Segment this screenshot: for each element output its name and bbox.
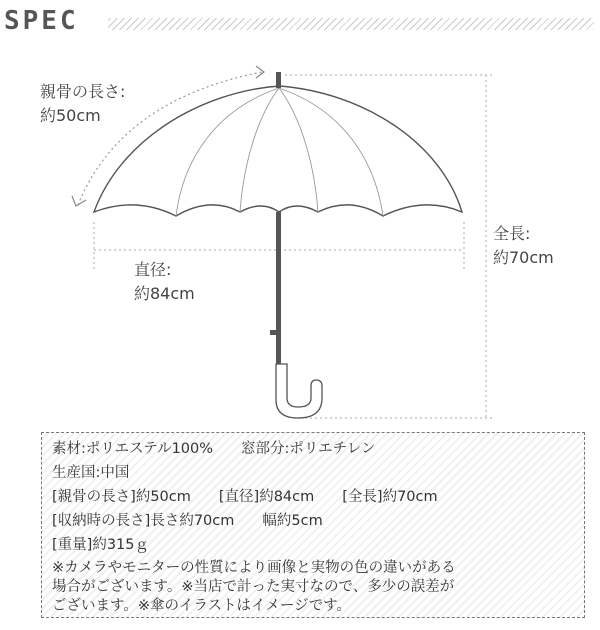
canopy-outline: [94, 86, 462, 216]
diameter-label: [134, 258, 195, 306]
spec-window-material: 窓部分:ポリエチレン: [241, 441, 376, 457]
spec-material: 素材:ポリエステル100%: [52, 441, 214, 457]
rib-length-title: 親骨の長さ:: [40, 82, 126, 101]
spec-note-line: ※カメラやモニターの性質により画像と実物の色の違いがある: [52, 560, 456, 576]
spec-note-line: 場合がございます。※当店で計った実寸なので、多少の誤差が: [52, 579, 455, 595]
spec-rib-length: [親骨の長さ]約50cm: [52, 489, 191, 505]
rib-length-label: [40, 80, 125, 128]
umbrella-handle: [276, 364, 322, 418]
spec-diameter: [直径]約84cm: [218, 489, 315, 505]
spec-total-length: [全長]約70cm: [342, 489, 438, 505]
spec-weight: [重量]約315ｇ: [52, 537, 149, 553]
diameter-value: 約84cm: [134, 284, 195, 303]
spec-origin: 生産国:中国: [52, 465, 130, 481]
spec-stored-length: [収納時の長さ]長さ約70cm: [52, 513, 235, 529]
page-title: SPEC: [4, 6, 79, 36]
spec-stored-width: 幅約5cm: [262, 513, 323, 529]
spec-note: [52, 559, 574, 616]
spec-material-line: [52, 437, 574, 461]
total-length-value: 約70cm: [493, 248, 554, 267]
spec-size-line: [52, 485, 574, 509]
total-length-title: 全長:: [493, 224, 531, 243]
total-length-label: [493, 222, 554, 270]
diameter-title: 直径:: [134, 260, 172, 279]
spec-stored-line: [52, 509, 574, 533]
spec-box: [41, 432, 585, 618]
umbrella-shaft: [276, 212, 281, 364]
rib-length-value: 約50cm: [40, 106, 101, 125]
umbrella-tip: [276, 72, 281, 88]
spec-note-line: ございます。※傘のイラストはイメージです。: [52, 598, 351, 614]
